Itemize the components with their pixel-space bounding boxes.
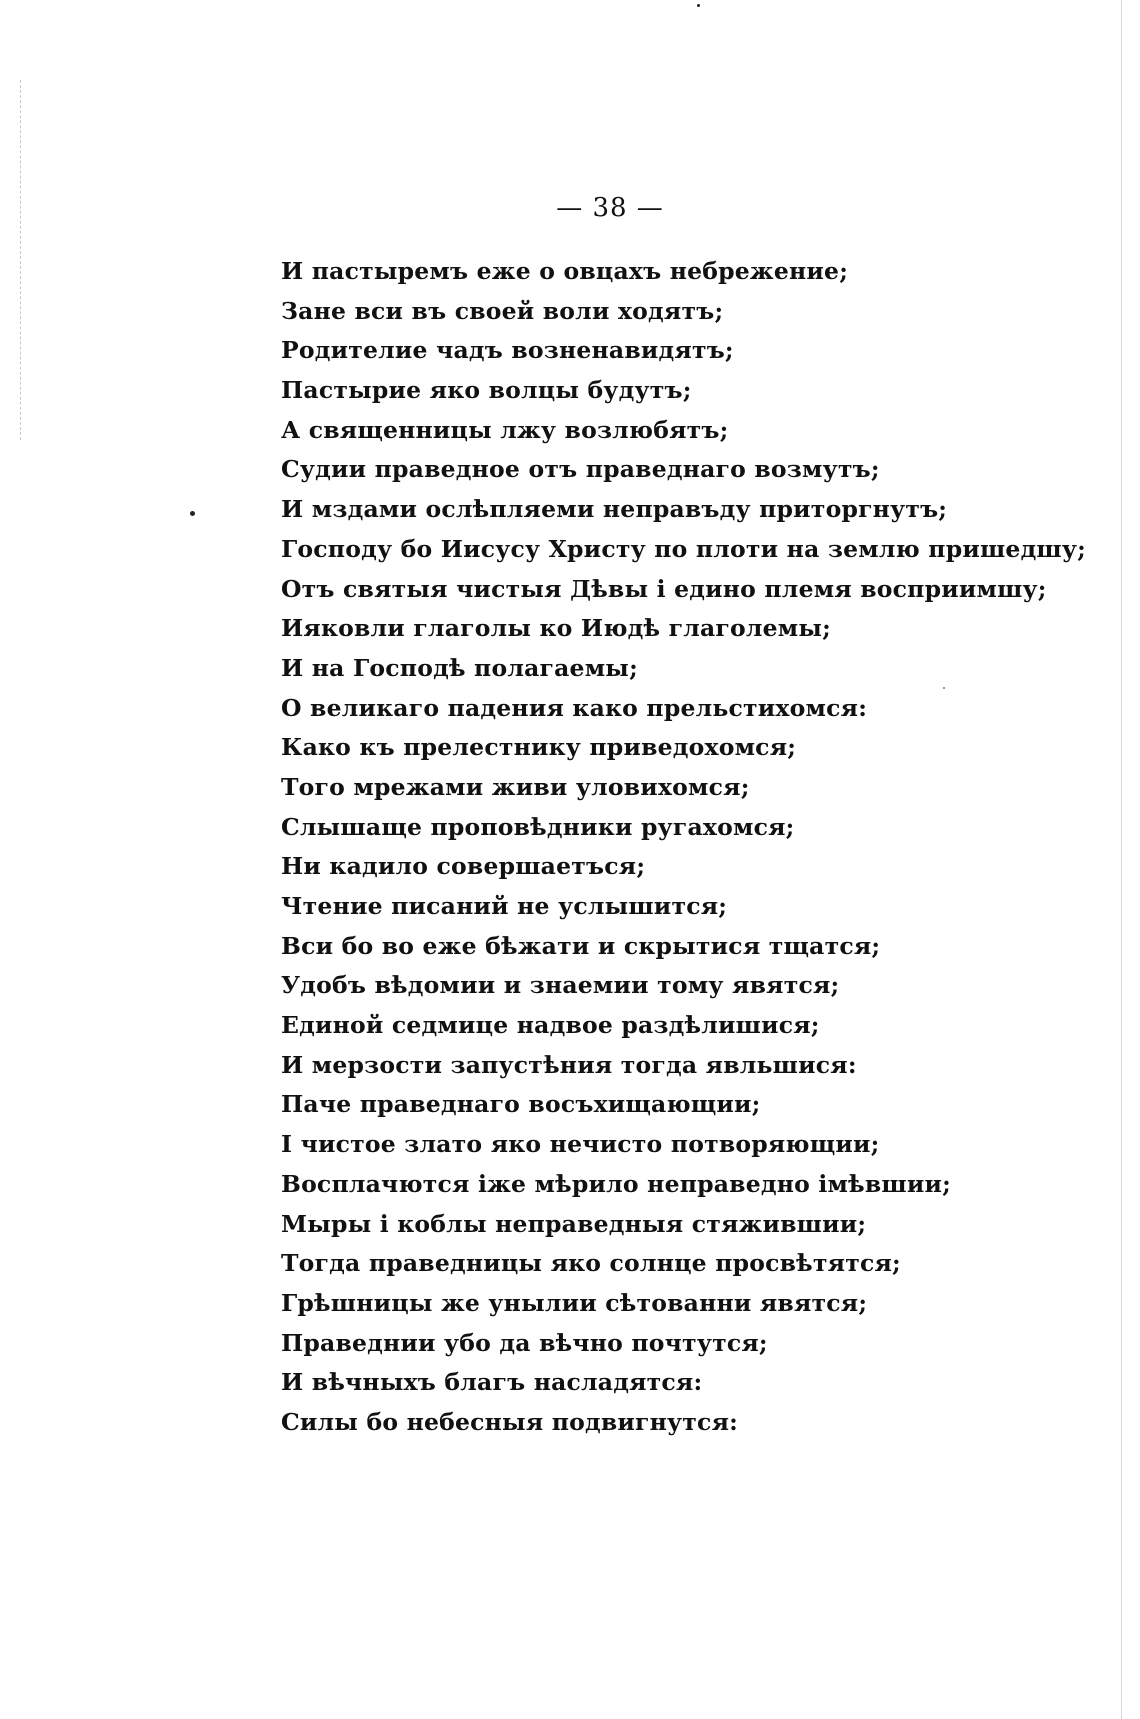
verse-line: Восплачются іже мѣрило неправедно імѣвшии; — [281, 1169, 951, 1198]
verse-line: Паче праведнаго восъхищающии; — [281, 1090, 761, 1119]
verse-line: Тогда праведницы яко солнце просвѣтятся; — [281, 1249, 901, 1278]
verse-line: Родителие чадъ возненавидятъ; — [281, 336, 734, 365]
verse-line: Отъ святыя чистыя Дѣвы і едино племя восприимшу; — [281, 574, 1047, 603]
verse-line: Слышаще проповѣдники ругахомся; — [281, 812, 795, 841]
page-number: — 38 — — [556, 193, 664, 223]
verse-line: Судии праведное отъ праведнаго возмутъ; — [281, 455, 880, 484]
verse-line: Вси бо во еже бѣжати и скрытися тщатся; — [281, 931, 881, 960]
verse-line: Того мрежами живи уловихомся; — [281, 772, 750, 801]
ink-speck — [697, 4, 700, 7]
verse-line: Единой седмице надвое раздѣлишися; — [281, 1011, 820, 1040]
verse-line: Пастырие яко волцы будутъ; — [281, 376, 692, 405]
verse-line: Чтение писаний не услышится; — [281, 892, 728, 920]
verse-line: Ияковли глаголы ко Июдѣ глаголемы; — [281, 614, 832, 643]
verse-line: Грѣшницы же унылии сѣтованни явятся; — [281, 1288, 868, 1317]
ink-speck — [190, 511, 195, 516]
verse-line: О великаго падения како прельстихомся: — [281, 693, 868, 722]
verse-line: Мыры і коблы неправедныя стяжившии; — [281, 1209, 867, 1238]
scan-margin-marks — [20, 80, 23, 440]
scan-edge-line — [1121, 0, 1122, 1719]
verse-line: А священницы лжу возлюбятъ; — [281, 415, 729, 444]
verse-line: Ни кадило совершаетъся; — [281, 852, 646, 881]
verse-line: И пастыремъ еже о овцахъ небрежение; — [281, 257, 849, 285]
verse-line: И вѣчныхъ благъ насладятся: — [281, 1368, 703, 1397]
verse-line: І чистое злато яко нечисто потворяющии; — [281, 1130, 880, 1159]
verse-line: Господу бо Иисусу Христу по плоти на землю пришедшу; — [281, 534, 1087, 563]
verse-line: Силы бо небесныя подвигнутся: — [281, 1407, 739, 1436]
verse-line: Праведнии убо да вѣчно почтутся; — [281, 1328, 768, 1357]
verse-line: Удобъ вѣдомии и знаемии тому явятся; — [281, 971, 840, 1000]
verse-line: Зане вси въ своей воли ходятъ; — [281, 296, 724, 325]
verse-line: И на Господѣ полагаемы; — [281, 653, 638, 682]
verse-line: И мерзости запустѣния тогда явльшися: — [281, 1050, 857, 1079]
verse-line: Како къ прелестнику приведохомся; — [281, 733, 797, 762]
verse-text — [281, 252, 1086, 1443]
verse-line: И мздами ослѣпляеми неправъду приторгнутъ; — [281, 495, 948, 524]
